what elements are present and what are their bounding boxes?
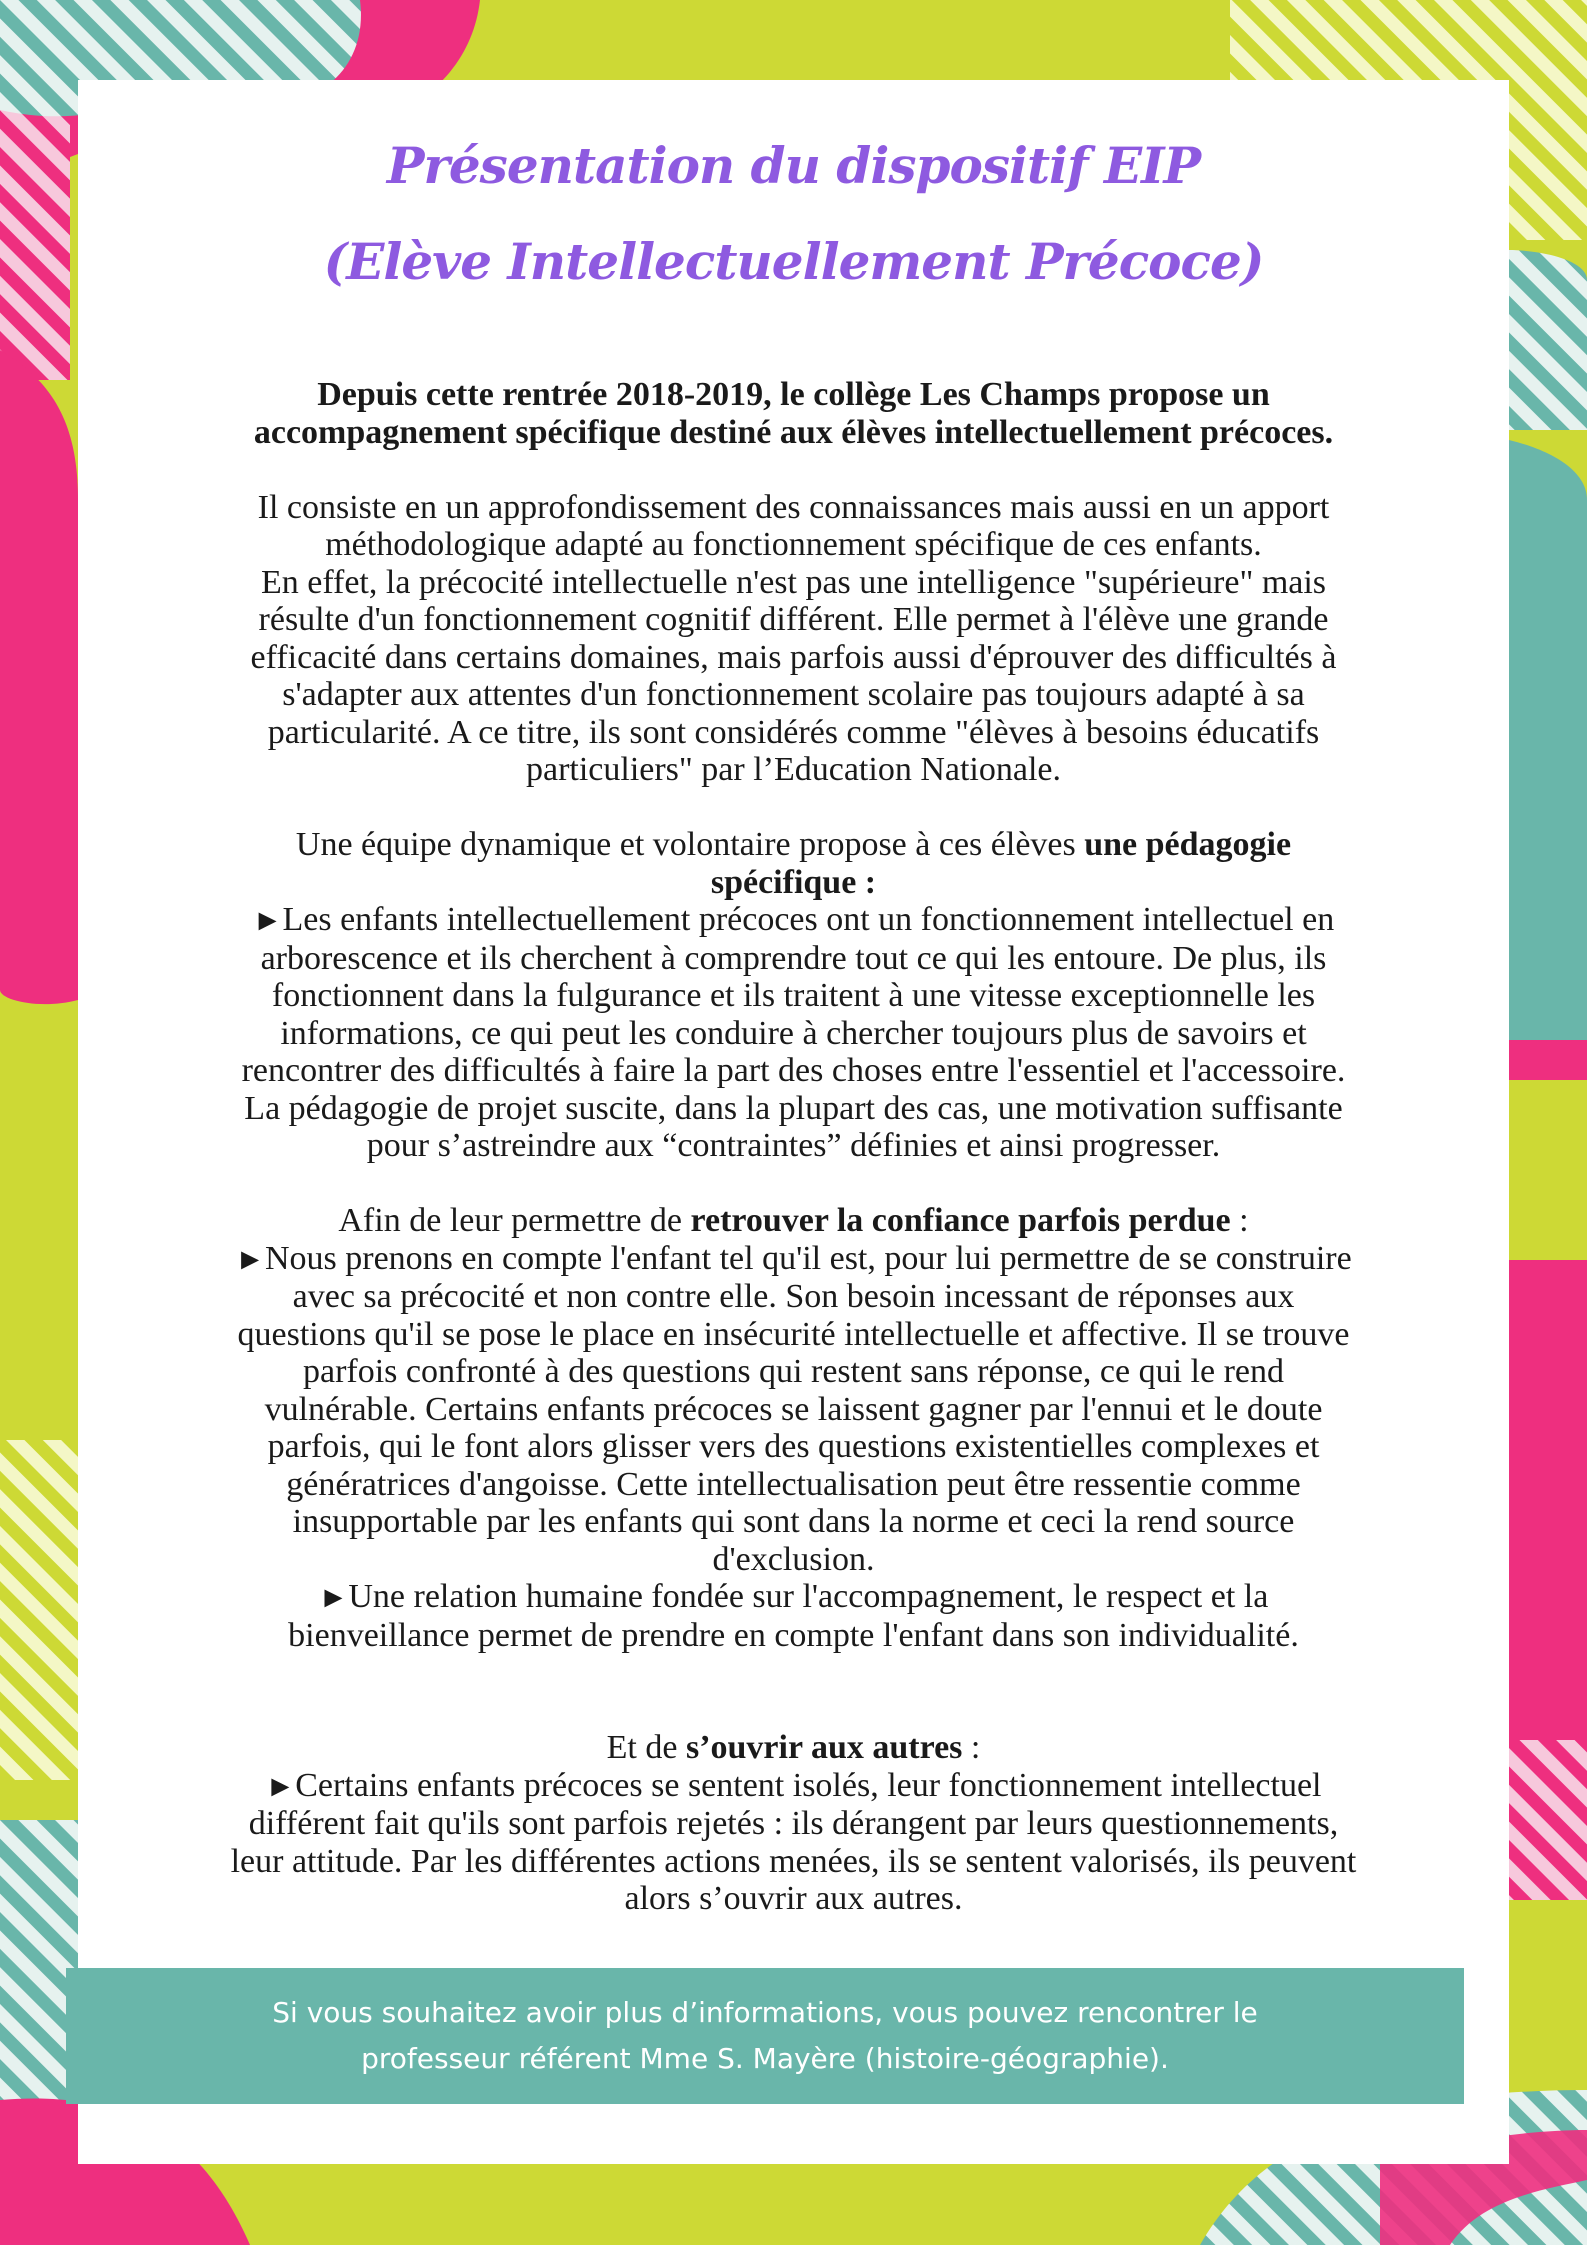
text-line: pour s’astreindre aux “contraintes” définies et ainsi progresser. <box>366 1127 1221 1164</box>
title-line-2: (Elève Intellectuellement Précoce) <box>323 232 1264 291</box>
text-line: informations, ce qui peut les conduire à chercher toujours plus de savoirs et <box>280 1014 1307 1052</box>
text-line: rencontrer des difficultés à faire la part des choses entre l'essentiel et l'accessoire. <box>241 1052 1346 1089</box>
section-lead-bold: une pédagogie <box>1084 826 1292 863</box>
openness-section <box>84 1729 1503 1918</box>
intro-paragraph <box>84 376 1503 451</box>
confidence-section <box>84 1202 1503 1654</box>
presentation-paragraph <box>84 489 1503 789</box>
section-lead: Une équipe dynamique et volontaire propose à ces élèves <box>295 826 1085 863</box>
pedagogy-section <box>84 826 1503 1165</box>
bullet-arrow-icon: ► <box>318 1581 349 1614</box>
text-line: En effet, la précocité intellectuelle n'est pas une intelligence "supérieure" mais <box>260 563 1327 601</box>
section-lead: Et de <box>606 1729 686 1766</box>
document-body <box>84 376 1503 1918</box>
section-lead-bold: retrouver la confiance parfois perdue <box>690 1202 1231 1239</box>
text-line: bienveillance permet de prendre en compte l'enfant dans son individualité. <box>288 1616 1299 1654</box>
text-line: parfois, qui le font alors glisser vers des questions existentielles complexes et <box>267 1428 1320 1465</box>
bullet-arrow-icon: ► <box>235 1242 265 1276</box>
section-lead-bold: spécifique : <box>710 863 877 901</box>
text-line: leur attitude. Par les différentes actions menées, ils se sentent valorisés, ils peuvent <box>230 1842 1357 1880</box>
text-line: résulte d'un fonctionnement cognitif différent. Elle permet à l'élève une grande <box>258 601 1329 638</box>
text-line: parfois confronté à des questions qui restent sans réponse, ce qui le rend <box>303 1353 1284 1390</box>
page-title <box>78 118 1509 310</box>
text-line: particuliers" par l’Education Nationale. <box>525 751 1061 788</box>
text-line: génératrices d'angoisse. Cette intellectualisation peut être ressentie comme <box>286 1465 1301 1503</box>
text-line: s'adapter aux attentes d'un fonctionnement scolaire pas toujours adapté à sa <box>282 676 1305 713</box>
contact-banner <box>66 1968 1464 2104</box>
footer-line-2: professeur référent Mme S. Mayère (histoire-géographie). <box>361 2042 1169 2075</box>
text-line: efficacité dans certains domaines, mais parfois aussi d'éprouver des difficultés à <box>250 638 1337 676</box>
text-line: Il consiste en un approfondissement des connaissances mais aussi en un apport <box>257 488 1330 526</box>
footer-line-1: Si vous souhaitez avoir plus d’informations, vous pouvez rencontrer le <box>272 1996 1258 2029</box>
text-line: Certains enfants précoces se sentent isolés, leur fonctionnement intellectuel <box>295 1766 1322 1804</box>
text-line: méthodologique adapté au fonctionnement spécifique de ces enfants. <box>325 526 1262 563</box>
title-line-1: Présentation du dispositif EIP <box>386 136 1201 195</box>
text-line: particularité. A ce titre, ils sont considérés comme "élèves à besoins éducatifs <box>267 713 1320 751</box>
text-line: avec sa précocité et non contre elle. Son besoin incessant de réponses aux <box>292 1278 1295 1315</box>
section-lead-bold: s’ouvrir aux autres <box>685 1729 963 1766</box>
text-line: fonctionnent dans la fulgurance et ils traitent à une vitesse exceptionnelle les <box>271 977 1316 1014</box>
intro-line-2: accompagnement spécifique destiné aux élèves intellectuellement précoces. <box>253 413 1334 451</box>
intro-line-1: Depuis cette rentrée 2018-2019, le collège Les Champs propose un <box>317 376 1270 413</box>
text-line: vulnérable. Certains enfants précoces se laissent gagner par l'ennui et le doute <box>264 1390 1323 1428</box>
section-lead-end: : <box>1230 1202 1249 1239</box>
section-lead-end: : <box>962 1729 981 1766</box>
section-lead: Afin de leur permettre de <box>338 1202 691 1239</box>
bullet-arrow-icon: ► <box>265 1769 296 1803</box>
text-line: d'exclusion. <box>712 1540 875 1578</box>
bullet-arrow-icon: ► <box>252 904 283 937</box>
text-line: Nous prenons en compte l'enfant tel qu'il est, pour lui permettre de se construire <box>264 1239 1352 1277</box>
text-line: Les enfants intellectuellement précoces ont un fonctionnement intellectuel en <box>282 901 1335 938</box>
text-line: arborescence et ils cherchent à comprendre tout ce qui les entoure. De plus, ils <box>260 939 1327 977</box>
text-line: questions qu'il se pose le place en insécurité intellectuelle et affective. Il se trouve <box>237 1315 1350 1353</box>
text-line: alors s’ouvrir aux autres. <box>624 1880 963 1917</box>
text-line: Une relation humaine fondée sur l'accompagnement, le respect et la <box>348 1578 1269 1615</box>
text-line: insupportable par les enfants qui sont dans la norme et ceci la rend source <box>292 1503 1295 1540</box>
text-line: La pédagogie de projet suscite, dans la plupart des cas, une motivation suffisante <box>244 1089 1343 1127</box>
text-line: différent fait qu'ils sont parfois rejetés : ils dérangent par leurs questionnements, <box>248 1805 1339 1842</box>
